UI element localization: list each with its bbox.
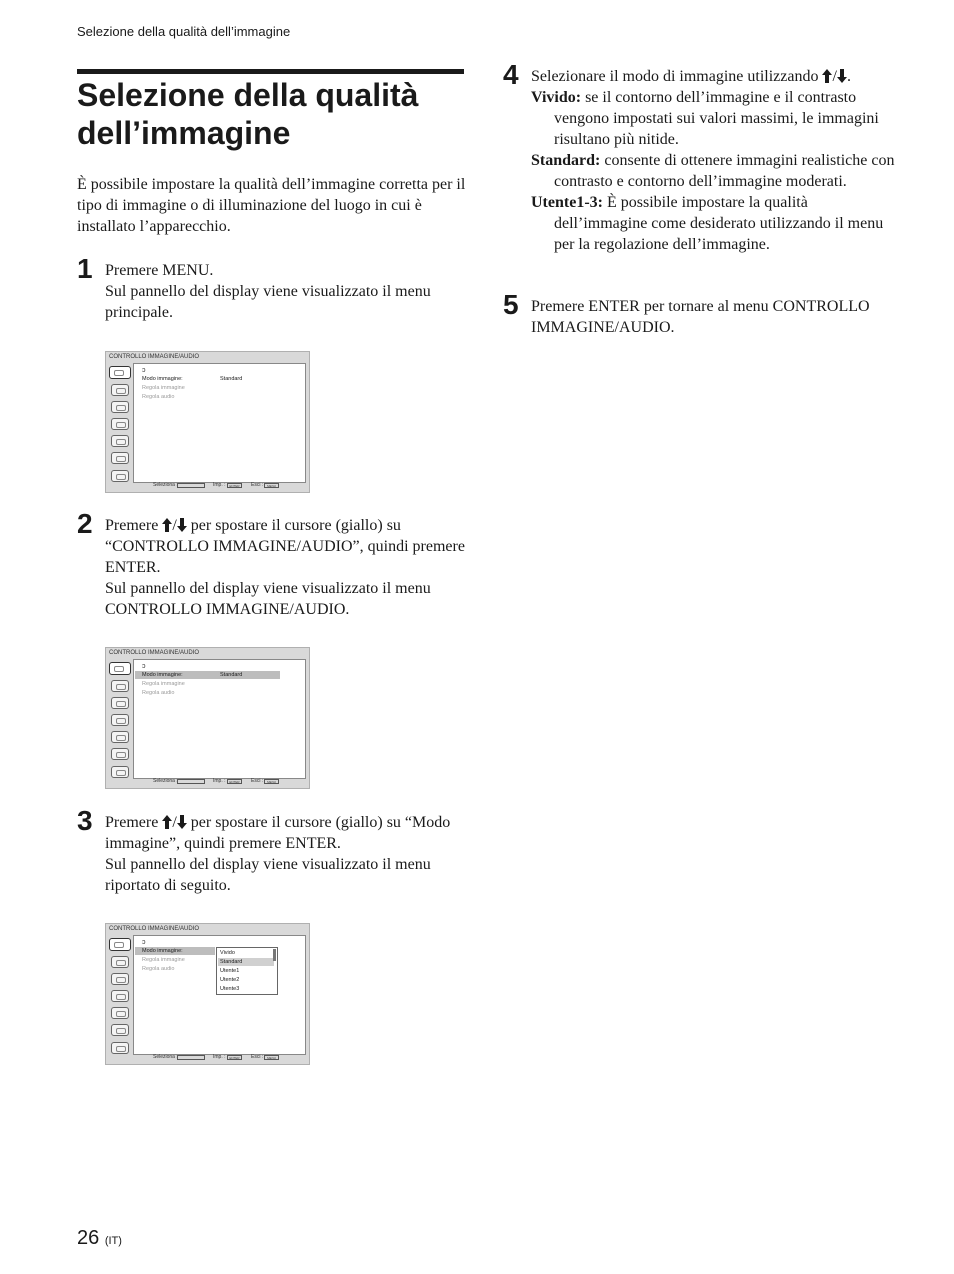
step-text: Selezionare il modo di immagine utilizzando (531, 68, 819, 85)
arrow-keys-icon (177, 779, 205, 784)
step-number: 5 (503, 289, 519, 320)
picture-mode-dropdown (216, 947, 278, 995)
scrollbar (273, 949, 276, 961)
down-arrow-icon (177, 815, 187, 829)
step-text: per spostare il cursore (giallo) su “Modo immagine”, quindi premere ENTER. (105, 814, 451, 852)
menu-icon (111, 418, 129, 430)
definition-utente: Utente1-3: È possibile impostare la qualità dell’immagine come desiderato utilizzando il menu per la regolazione dell’immagine. (531, 194, 884, 253)
step-4: 4 Selezionare il modo di immagine utilizzando / . Vivido: se il contorno dell’immagine e il contrasto vengono impostati sui valori massimi, le immagini risultano più nitide. Standard: consente di ottenere immagini realistiche con contrasto e contorno dell’immagine moderati. Utente1-3: È possibile impostare la qualità dell’immagine come desiderato utilizzando il menu per la regolazione dell’immagine. (503, 66, 903, 255)
osd-row-picture-mode: Modo immagine: Standard (135, 671, 280, 679)
step-text: Sul pannello del display viene visualizzato il menu CONTROLLO IMMAGINE/AUDIO. (105, 580, 431, 618)
step-text: Sul pannello del display viene visualizzato il menu principale. (105, 283, 431, 321)
osd-footer: Seleziona : Imp. : ENTER Esci : MENU (133, 777, 306, 786)
osd-row-picture-adjust: Regola immagine (142, 681, 185, 687)
arrow-keys-icon (177, 483, 205, 488)
osd-title: CONTROLLO IMMAGINE/AUDIO (109, 926, 200, 932)
osd-row-picture-mode: Modo immagine: (135, 947, 215, 955)
menu-icon (111, 1007, 129, 1019)
running-head: Selezione della qualità dell’immagine (77, 24, 291, 39)
up-arrow-icon (162, 518, 172, 532)
osd-title: CONTROLLO IMMAGINE/AUDIO (109, 650, 200, 656)
definition-standard: Standard: consente di ottenere immagini realistiche con contrasto e contorno dell’immagine moderati. (531, 152, 895, 190)
picture-sound-icon (109, 938, 131, 951)
up-arrow-icon (822, 69, 832, 83)
osd-screen-main-menu (105, 351, 310, 493)
osd-footer: Seleziona : Imp. : ENTER Esci : MENU (133, 481, 306, 490)
step-text: Premere (105, 517, 159, 534)
osd-panel (133, 935, 306, 1055)
menu-icon (111, 470, 129, 482)
osd-panel (133, 659, 306, 779)
osd-row-sound-adjust: Regola audio (142, 394, 175, 400)
page-title: Selezione della qualità dell’immagine (77, 77, 419, 151)
back-icon: ↄ (142, 367, 146, 374)
arrow-keys-icon (177, 1055, 205, 1060)
step-number: 1 (77, 253, 93, 284)
osd-title: CONTROLLO IMMAGINE/AUDIO (109, 354, 200, 360)
menu-icon (111, 384, 129, 396)
step-2: 2 Premere / per spostare il cursore (giallo) su “CONTROLLO IMMAGINE/AUDIO”, quindi premere ENTER. Sul pannello del display viene visualizzato il menu CONTROLLO IMMAGINE/AUDIO. (77, 515, 469, 620)
osd-row-picture-mode: Modo immagine: Standard (142, 376, 243, 382)
step-1 (77, 253, 469, 323)
option-utente3: Utente3 (220, 986, 240, 992)
picture-sound-icon (109, 366, 131, 379)
intro-paragraph: È possibile impostare la qualità dell’immagine corretta per il tipo di immagine o di illuminazione del luogo in cui è installato l’apparecchio. (77, 176, 466, 235)
menu-icon (111, 748, 129, 760)
menu-icon (111, 435, 129, 447)
menu-icon (111, 956, 129, 968)
menu-icon (111, 766, 129, 778)
osd-footer: Seleziona : Imp. : ENTER Esci : MENU (133, 1053, 306, 1062)
step-text: per spostare il cursore (giallo) su “CONTROLLO IMMAGINE/AUDIO”, quindi premere ENTER. (105, 517, 465, 576)
step-number: 2 (77, 508, 93, 539)
osd-row-picture-adjust: Regola immagine (142, 385, 185, 391)
option-standard: Standard (218, 958, 274, 966)
menu-icon (111, 714, 129, 726)
menu-icon (111, 697, 129, 709)
step-number: 3 (77, 805, 93, 836)
menu-icon (111, 401, 129, 413)
step-5 (503, 289, 903, 338)
back-icon: ↄ (142, 663, 146, 670)
option-utente2: Utente2 (220, 977, 240, 983)
up-arrow-icon (162, 815, 172, 829)
menu-icon (111, 680, 129, 692)
step-text: Premere MENU. (105, 262, 214, 279)
back-icon: ↄ (142, 939, 146, 946)
menu-icon (111, 990, 129, 1002)
definition-vivido: Vivido: se il contorno dell’immagine e il contrasto vengono impostati sui valori massimi, le immagini risultano più nitide. (531, 89, 879, 148)
menu-icon (111, 973, 129, 985)
option-utente1: Utente1 (220, 968, 240, 974)
menu-icon (111, 1024, 129, 1036)
osd-screen-picture-sound (105, 647, 310, 789)
title-rule (77, 69, 464, 74)
menu-icon (111, 1042, 129, 1054)
menu-icon (111, 452, 129, 464)
osd-panel (133, 363, 306, 483)
menu-icon (111, 731, 129, 743)
osd-screen-mode-dropdown (105, 923, 310, 1065)
step-text: Premere (105, 814, 159, 831)
option-vivido: Vivido (220, 950, 235, 956)
osd-row-sound-adjust: Regola audio (142, 966, 175, 972)
step-3: 3 Premere / per spostare il cursore (giallo) su “Modo immagine”, quindi premere ENTER. Sul pannello del display viene visualizzato il menu riportato di seguito. (77, 812, 469, 896)
step-text: Premere ENTER per tornare al menu CONTROLLO IMMAGINE/AUDIO. (531, 298, 870, 336)
osd-row-sound-adjust: Regola audio (142, 690, 175, 696)
step-text: Sul pannello del display viene visualizzato il menu riportato di seguito. (105, 856, 431, 894)
picture-sound-icon (109, 662, 131, 675)
down-arrow-icon (837, 69, 847, 83)
page-number: 26 (IT) (77, 1227, 122, 1249)
down-arrow-icon (177, 518, 187, 532)
osd-row-picture-adjust: Regola immagine (142, 957, 185, 963)
step-number: 4 (503, 59, 519, 90)
